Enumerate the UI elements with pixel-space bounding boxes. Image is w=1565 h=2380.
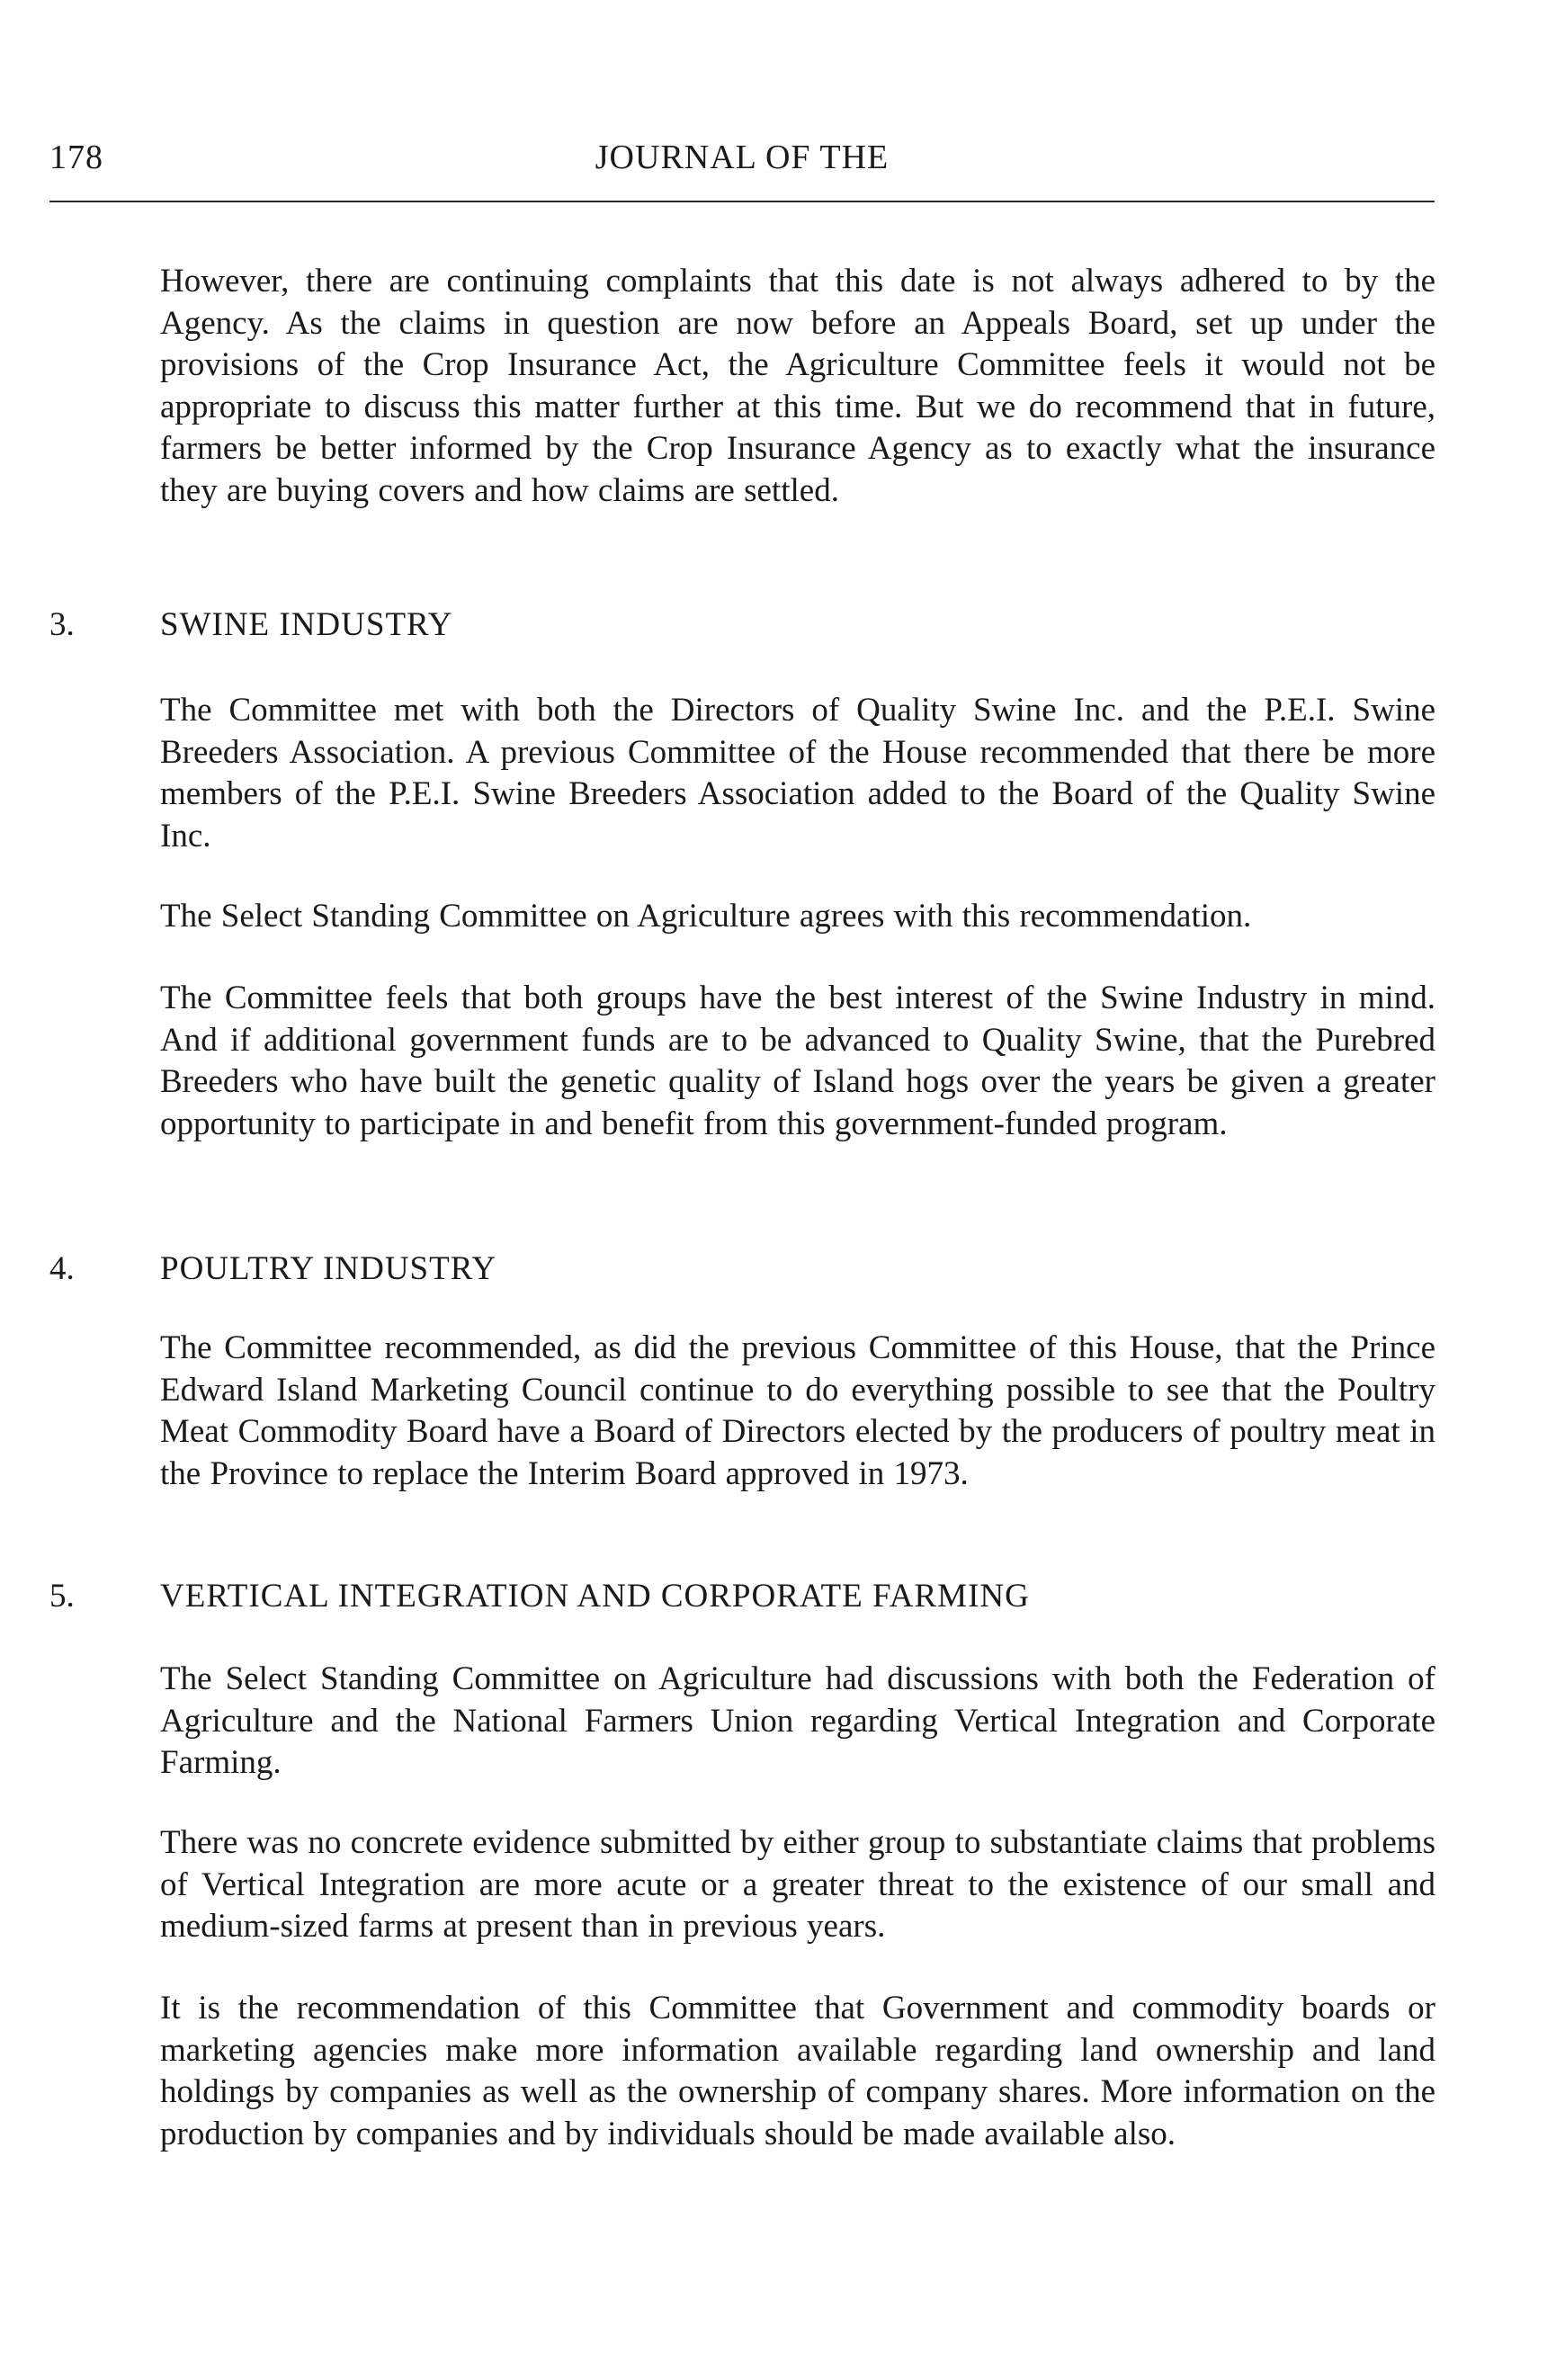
vertical-paragraph-2: There was no concrete evidence submitted by either group to substantiate claims that problems of Vertical Integration are more acute or a greater threat to the existence of our small and medium-sized farms at present than in previous years. <box>160 1824 1435 1945</box>
vertical-paragraph-3: It is the recommendation of this Committee that Government and commodity boards or marketing agencies make more information available regarding land ownership and land holdings by companies as well as the ownership of company shares. More information on the production by companies and by individuals should be made available also. <box>160 1990 1435 2152</box>
running-head: JOURNAL OF THE <box>595 139 890 176</box>
section-title-vertical-integration: VERTICAL INTEGRATION AND CORPORATE FARMING <box>160 1578 1030 1615</box>
intro-paragraph: However, there are continuing complaints that this date is not always adhered to by the Agency. As the claims in question are now before an Appeals Board, set up under the provisions of the Crop Insurance Act, the Agriculture Committee feels it would not be appropriate to discuss this matter further at this time. But we do recommend that in future, farmers be better informed by the Crop Insurance Agency as to exactly what the insurance they are buying covers and how claims are settled. <box>160 263 1435 509</box>
swine-paragraph-3: The Committee feels that both groups have the best interest of the Swine Industry in mind. And if additional government funds are to be advanced to Quality Swine, that the Purebred Breeders who have built the genetic quality of Island hogs over the years be given a greater opportunity to participate in and benefit from this government-funded program. <box>160 980 1435 1142</box>
vertical-paragraph-1: The Select Standing Committee on Agriculture had discussions with both the Federation of Agriculture and the National Farmers Union regarding Vertical Integration and Corporate Farming. <box>160 1660 1435 1781</box>
section-number-5: 5. <box>49 1578 75 1615</box>
page-number: 178 <box>49 139 103 176</box>
page-header <box>49 135 1435 180</box>
section-title-swine: SWINE INDUSTRY <box>160 606 453 643</box>
section-title-poultry: POULTRY INDUSTRY <box>160 1250 497 1287</box>
swine-paragraph-2: The Select Standing Committee on Agriculture agrees with this recommendation. <box>160 898 1252 935</box>
header-rule <box>49 201 1435 202</box>
section-number-3: 3. <box>49 606 75 643</box>
section-number-4: 4. <box>49 1250 75 1287</box>
swine-paragraph-1: The Committee met with both the Directors of Quality Swine Inc. and the P.E.I. Swine Breeders Association. A previous Committee of the House recommended that there be more members of the P.E.I. Swine Breeders Association added to the Board of the Quality Swine Inc. <box>160 692 1435 854</box>
poultry-paragraph-1: The Committee recommended, as did the previous Committee of this House, that the Prince Edward Island Marketing Council continue to do everything possible to see that the Poultry Meat Commodity Board have a Board of Directors elected by the producers of poultry meat in the Province to replace the Interim Board approved in 1973. <box>160 1329 1435 1492</box>
